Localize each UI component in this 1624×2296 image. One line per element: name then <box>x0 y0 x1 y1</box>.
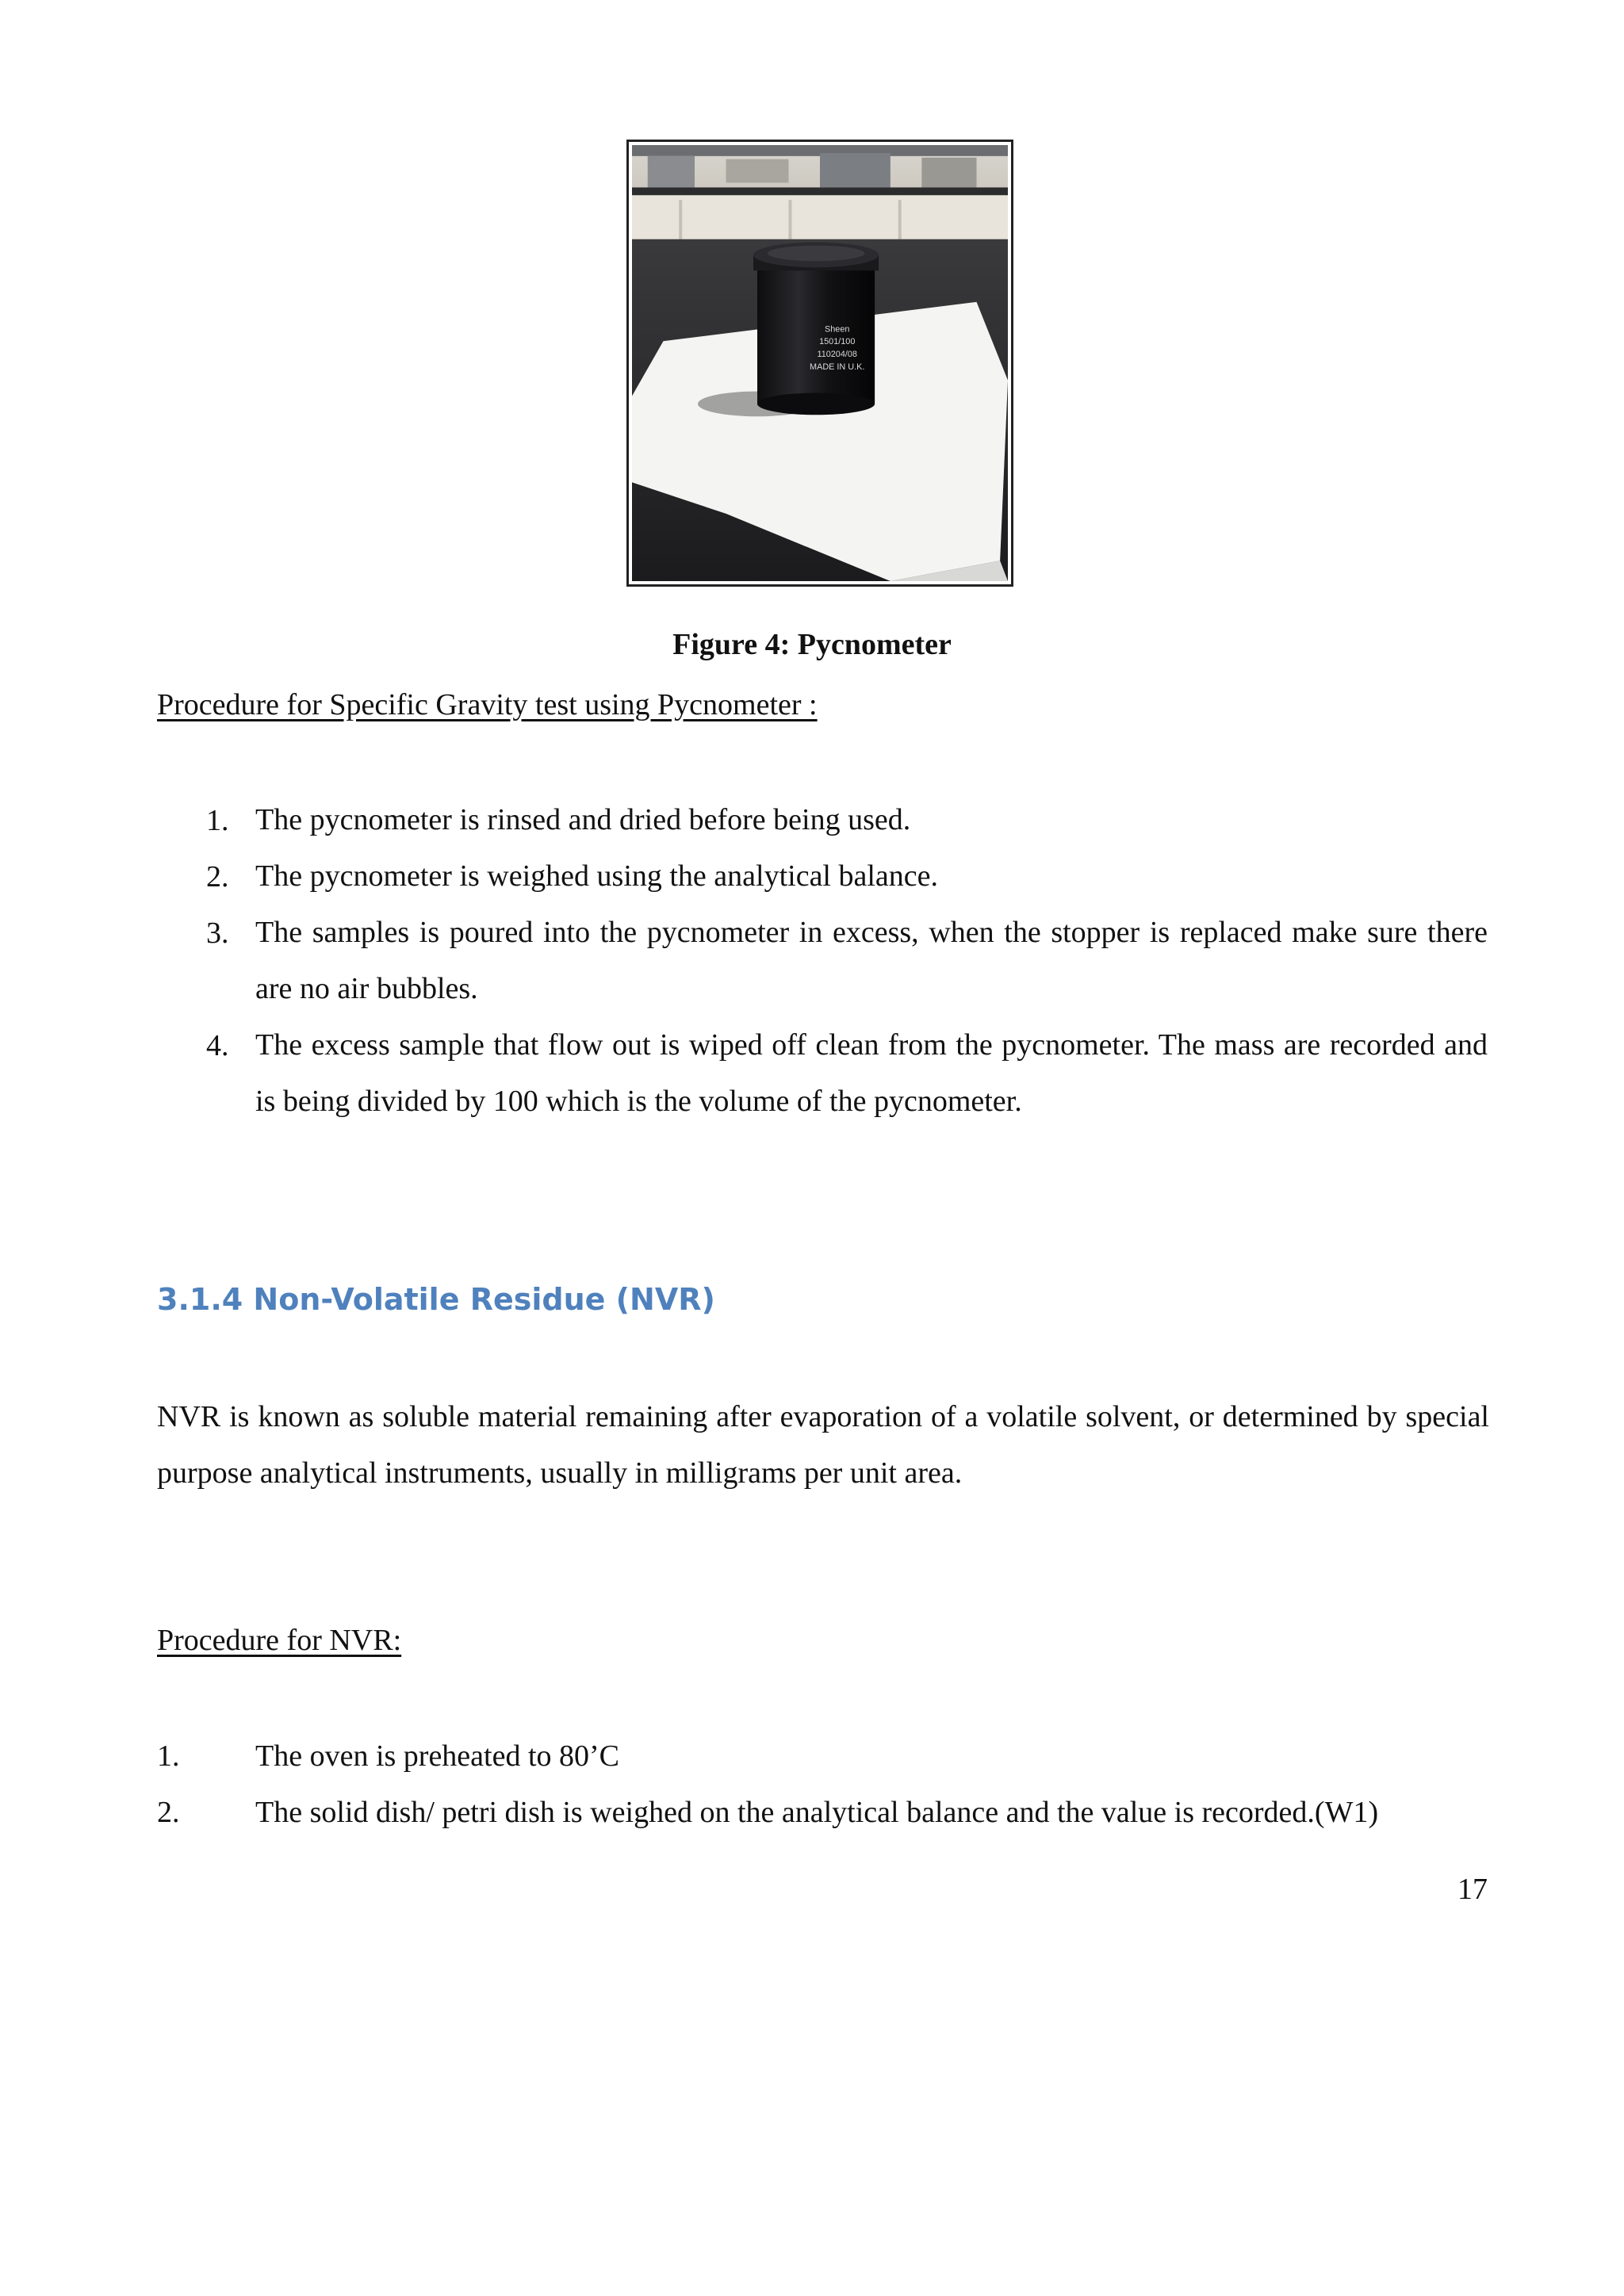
sg-item-4-text: The excess sample that flow out is wiped off clean from the pycnometer. The mass are recorded and is being divided by 100 which is the volume of the pycnometer. <box>255 1028 1488 1118</box>
nvr-item-2-text: The solid dish/ petri dish is weighed on the analytical balance and the value is recorded.(W1) <box>255 1796 1379 1829</box>
nvr-paragraph: NVR is known as soluble material remaining after evaporation of a volatile solvent, or determined by special purpose analytical instruments, usually in milligrams per unit area. <box>157 1400 1489 1490</box>
figure-caption: Figure 4: Pycnometer <box>672 628 952 661</box>
photo-label-line-2: 1501/100 <box>819 337 856 347</box>
nvr-item-1-text: The oven is preheated to 80’C <box>255 1739 620 1773</box>
pycnometer-photo <box>626 140 1013 587</box>
sg-item-1-number: 1. <box>206 804 229 837</box>
pycnometer-photo-drawing <box>632 145 1008 581</box>
photo-label-line-1: Sheen <box>825 324 850 335</box>
sg-procedure-title: Procedure for Specific Gravity test using Pycnometer : <box>157 688 818 721</box>
nvr-item-2-number: 2. <box>157 1796 180 1829</box>
section-heading-nvr: 3.1.4 Non-Volatile Residue (NVR) <box>157 1282 715 1317</box>
nvr-procedure-title: Procedure for NVR: <box>157 1624 402 1657</box>
sg-item-1-text: The pycnometer is rinsed and dried before being used. <box>255 803 911 836</box>
sg-item-2-number: 2. <box>206 860 229 894</box>
photo-label-line-4: MADE IN U.K. <box>810 362 865 372</box>
page-number: 17 <box>1457 1873 1488 1906</box>
photo-label-line-3: 110204/08 <box>817 350 857 360</box>
sg-item-4-number: 4. <box>206 1029 229 1062</box>
nvr-item-1-number: 1. <box>157 1739 180 1773</box>
sg-item-3-text: The samples is poured into the pycnometer in excess, when the stopper is replaced make sure there are no air bubbles. <box>255 916 1488 1005</box>
sg-item-3-number: 3. <box>206 916 229 950</box>
sg-item-2-text: The pycnometer is weighed using the analytical balance. <box>255 859 939 893</box>
